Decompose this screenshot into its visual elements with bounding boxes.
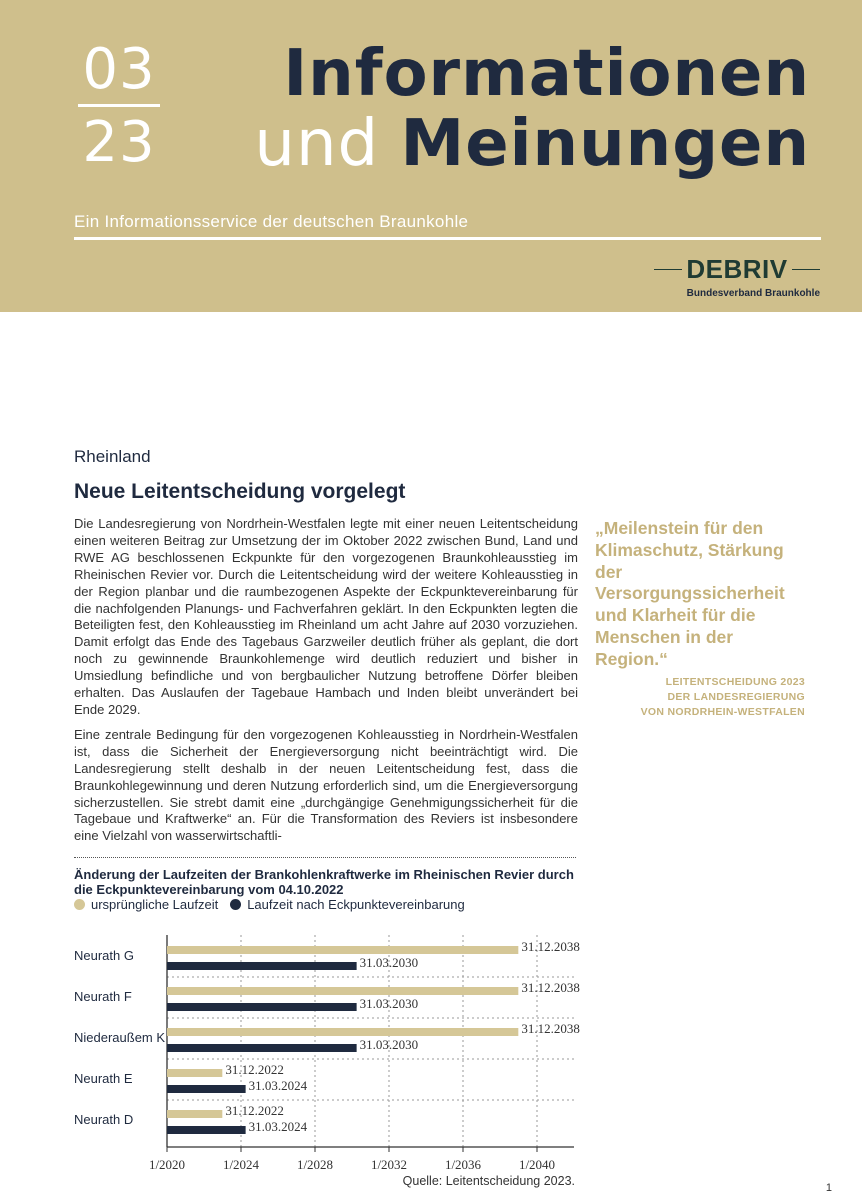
bar-label: 31.12.2038	[521, 980, 580, 995]
bar-new	[167, 1044, 357, 1052]
legend-dot-original	[74, 899, 85, 910]
masthead-title-line2	[254, 106, 810, 182]
bar-new	[167, 962, 357, 970]
bar-label: 31.12.2038	[521, 1021, 580, 1036]
runtime-chart	[60, 930, 590, 1170]
category-label: Neurath G	[74, 948, 134, 963]
x-tick-label: 1/2040	[518, 1157, 556, 1170]
issue-divider	[78, 104, 160, 107]
bar-original	[167, 1069, 222, 1077]
logo-dash-right	[792, 269, 820, 271]
bar-original	[167, 987, 518, 995]
logo-dash-left	[654, 269, 682, 271]
debriv-logo	[654, 254, 820, 299]
chart-title: Änderung der Laufzeiten der Brankohlenkraftwerke im Rheinischen Revier durch die Eckpunktevereinbarung vom 04.10.2022	[74, 867, 574, 897]
category-label: Neurath E	[74, 1071, 133, 1086]
article-paragraph-2: Eine zentrale Bedingung für den vorgezogenen Kohleausstieg in Nordrhein-Westfalen ist, dass die Sicherheit der Energieversorgung nicht beeinträchtigt wird. Die Landesregierung stellt deshalb in der neuen Leitentscheidung fest, dass die Braunkohlegewinnung und deren Nutzung erforderlich sind, um die Energieversorgung sicherzustellen. Sie strebt damit eine „durchgängige Genehmigungssicherheit für die Tagebaue und Kraftwerke“ an. Für die Transformation des Reviers ist insbesondere eine Vielzahl von wasserwirtschaftli-	[74, 726, 578, 844]
x-tick-label: 1/2028	[296, 1157, 334, 1170]
bar-original	[167, 1110, 222, 1118]
masthead-subtitle: Ein Informationsservice der deutschen Braunkohle	[74, 212, 469, 231]
legend-item-new	[230, 897, 465, 912]
pull-quote-text: „Meilenstein für den Klimaschutz, Stärkung der Versorgungssicherheit und Klarheit für die Menschen in der Region.“	[595, 518, 785, 669]
legend-dot-new	[230, 899, 241, 910]
pull-quote-source-line3: VON NORDRHEIN-WESTFALEN	[640, 705, 805, 718]
category-label: Neurath D	[74, 1112, 134, 1127]
issue-number	[78, 37, 160, 175]
bar-label: 31.03.2030	[359, 1037, 419, 1052]
pull-quote-source-line2: DER LANDESREGIERUNG	[667, 690, 805, 703]
article-headline: Neue Leitentscheidung vorgelegt	[74, 480, 406, 503]
bar-label: 31.12.2038	[521, 939, 580, 954]
issue-number-bottom: 23	[82, 110, 156, 175]
bar-label: 31.03.2030	[359, 955, 419, 970]
x-tick-label: 1/2020	[148, 1157, 186, 1170]
logo-word: DEBRIV	[686, 254, 788, 284]
bar-original	[167, 946, 518, 954]
bar-label: 31.12.2022	[225, 1062, 284, 1077]
section-label: Rheinland	[74, 447, 151, 466]
chart-source: Quelle: Leitentscheidung 2023.	[402, 1174, 575, 1188]
x-tick-label: 1/2036	[444, 1157, 482, 1170]
masthead-title-meinungen: Meinungen	[400, 107, 810, 181]
bar-new	[167, 1085, 246, 1093]
page-number: 1	[825, 1182, 832, 1194]
chart-top-rule	[74, 857, 576, 858]
masthead-divider	[74, 237, 821, 240]
legend-label-new: Laufzeit nach Eckpunktevereinbarung	[247, 897, 465, 912]
bar-new	[167, 1126, 246, 1134]
masthead-title-line1: Informationen	[283, 37, 810, 111]
header-band	[0, 0, 862, 312]
category-label: Neurath F	[74, 989, 132, 1004]
x-tick-label: 1/2032	[370, 1157, 408, 1170]
legend-item-original	[74, 897, 218, 912]
bar-label: 31.12.2022	[225, 1103, 284, 1118]
pull-quote-source-line1: LEITENTSCHEIDUNG 2023	[665, 675, 805, 688]
bar-original	[167, 1028, 518, 1036]
article-body	[74, 516, 578, 853]
bar-label: 31.03.2030	[359, 996, 419, 1011]
bar-label: 31.03.2024	[248, 1119, 308, 1134]
bar-new	[167, 1003, 357, 1011]
bar-label: 31.03.2024	[248, 1078, 308, 1093]
masthead-title-und: und	[254, 107, 380, 181]
issue-number-top: 03	[82, 37, 156, 102]
x-tick-label: 1/2024	[222, 1157, 260, 1170]
pull-quote-source	[595, 675, 805, 720]
pull-quote	[595, 518, 805, 720]
article-paragraph-1: Die Landesregierung von Nordrhein-Westfalen legte mit einer neuen Leitentscheidung einen weiteren Beitrag zur Umsetzung der im Oktober 2022 zwischen Bund, Land und RWE AG beschlossenen Eckpunkte für den vorgezogenen Braunkohleausstieg im Rheinischen Revier vor. Durch die Leitentscheidung wird der weitere Kohleausstieg in der Region planbar und die raumbezogenen Aspekte der Eckpunktevereinbarung für die nachfolgenden Planungs- und Fachverfahren geklärt. In den Eckpunkten legten die Beteiligten fest, den Kohleausstieg im Rheinland um acht Jahre auf 2030 vorzuziehen. Damit erfolgt das Ende des Tagebaus Garzweiler deutlich früher als geplant, die dort noch zu gewinnende Braunkohlemenge wird deutlich reduziert und bisher in Umsiedlung befindliche und von bergbaulicher Nutzung betroffene Dörfer bleiben erhalten. Das Auslaufen der Tagebaue Hambach und Inden bleibt unverändert bei Ende 2029.	[74, 516, 578, 717]
legend-label-original: ursprüngliche Laufzeit	[91, 897, 219, 912]
category-label: Niederaußem K	[74, 1030, 166, 1045]
logo-tagline: Bundesverband Braunkohle	[686, 288, 820, 299]
chart-legend	[74, 897, 477, 912]
